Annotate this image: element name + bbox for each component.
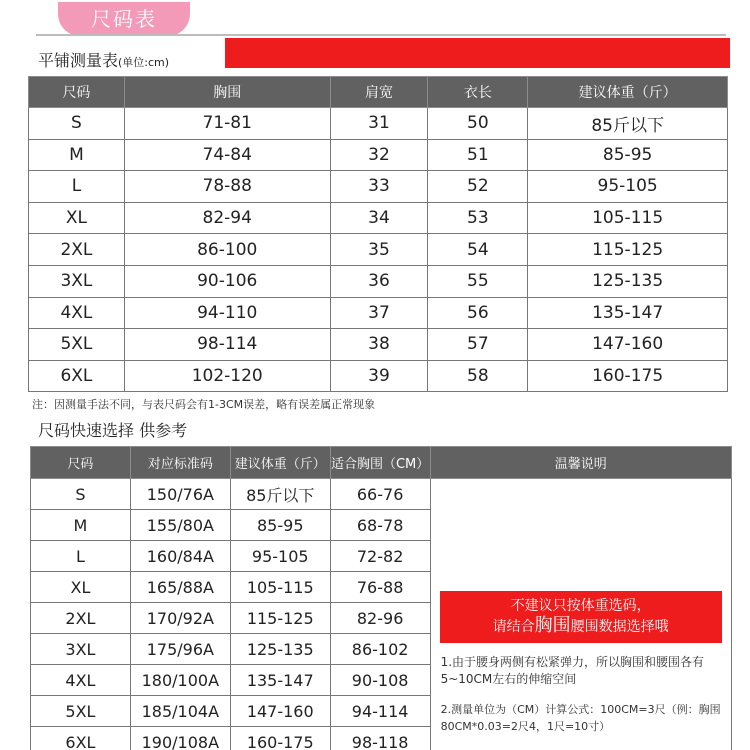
table-cell: 33 (330, 171, 428, 203)
table-cell: 5XL (29, 329, 125, 361)
header-size: 尺码 (31, 447, 131, 479)
table-cell: 85斤以下 (528, 108, 728, 140)
table-cell: L (29, 171, 125, 203)
table-cell: 68-78 (330, 510, 430, 541)
table-cell: M (29, 139, 125, 171)
table-cell: 71-81 (124, 108, 330, 140)
unit-label: (单位:cm) (118, 56, 170, 69)
header-shoulder: 肩宽 (330, 77, 428, 108)
table-row (29, 360, 728, 392)
quick-select-title: 尺码快速选择 供参考 (38, 421, 188, 440)
table-cell: 39 (330, 360, 428, 392)
header-weight: 建议体重（斤） (230, 447, 330, 479)
table-cell: 6XL (29, 360, 125, 392)
table-cell: 38 (330, 329, 428, 361)
table-cell: 86-100 (124, 234, 330, 266)
table-row (29, 297, 728, 329)
table-cell: 4XL (29, 297, 125, 329)
table-cell: 32 (330, 139, 428, 171)
measurement-note: 注：因测量手法不同，与表尺码会有1-3CM误差，略有误差属正常现象 (32, 398, 376, 411)
table-row (29, 171, 728, 203)
table-cell: 86-102 (330, 634, 430, 665)
size-chart-title-tab: 尺码表 (58, 2, 190, 36)
table-cell: 160-175 (528, 360, 728, 392)
flat-measurement-title (38, 48, 169, 71)
quick-select-table (30, 446, 732, 750)
table-cell: 147-160 (528, 329, 728, 361)
table-cell: 50 (428, 108, 528, 140)
warning-pre: 请结合 (492, 619, 535, 635)
table-cell: L (31, 541, 131, 572)
table-row (29, 202, 728, 234)
table-cell: 147-160 (230, 696, 330, 727)
tip-unit-formula: 2.测量单位为（CM）计算公式：100CM=3尺（例：胸围80CM*0.03=2尺4，1尺=10寸） (440, 703, 721, 733)
table-cell: 54 (428, 234, 528, 266)
table-cell: 160-175 (230, 727, 330, 750)
table-cell: 190/108A (130, 727, 230, 750)
table-cell: 165/88A (130, 572, 230, 603)
table-cell: S (29, 108, 125, 140)
table-cell: 160/84A (130, 541, 230, 572)
table-cell: 170/92A (130, 603, 230, 634)
header-standard-size: 对应标准码 (130, 447, 230, 479)
table-cell: 180/100A (130, 665, 230, 696)
table-row (29, 108, 728, 140)
table-cell: 102-120 (124, 360, 330, 392)
table-cell: 155/80A (130, 510, 230, 541)
table-cell: 2XL (31, 603, 131, 634)
warning-line-2 (440, 616, 722, 637)
table-cell: 98-118 (330, 727, 430, 750)
table-cell: 105-115 (230, 572, 330, 603)
table-cell: 2XL (29, 234, 125, 266)
table-cell: 90-108 (330, 665, 430, 696)
table-cell: 82-96 (330, 603, 430, 634)
warning-box (440, 591, 722, 643)
table-cell: 52 (428, 171, 528, 203)
table-cell: XL (31, 572, 131, 603)
table-cell: 72-82 (330, 541, 430, 572)
flat-measurement-title-text: 平铺测量表 (38, 51, 119, 70)
table-cell: 125-135 (528, 265, 728, 297)
table-cell: 36 (330, 265, 428, 297)
table-cell: 66-76 (330, 479, 430, 510)
header-chest: 适合胸围（CM） (330, 447, 430, 479)
warning-emphasis: 胸围 (534, 615, 571, 636)
table-cell: XL (29, 202, 125, 234)
table-cell: 98-114 (124, 329, 330, 361)
table-cell: 53 (428, 202, 528, 234)
top-divider (36, 34, 726, 36)
warning-post: 腰围数据选择哦 (570, 619, 669, 635)
table-cell: 115-125 (528, 234, 728, 266)
table-cell: S (31, 479, 131, 510)
table-cell: 150/76A (130, 479, 230, 510)
table-cell: 55 (428, 265, 528, 297)
table-cell: 115-125 (230, 603, 330, 634)
tips-cell (430, 479, 731, 750)
table-cell: 31 (330, 108, 428, 140)
table-cell: 185/104A (130, 696, 230, 727)
table-row (29, 329, 728, 361)
table-header-row (31, 447, 732, 479)
table-row (29, 234, 728, 266)
flat-measurement-table (28, 76, 728, 392)
table-cell: 105-115 (528, 202, 728, 234)
table-cell: 56 (428, 297, 528, 329)
table-cell: 94-110 (124, 297, 330, 329)
table-cell: 95-105 (230, 541, 330, 572)
table-row (31, 479, 732, 510)
tip-elastic: 1.由于腰身两侧有松紧弹力，所以胸围和腰围各有5~10CM左右的伸缩空间 (440, 655, 705, 686)
table-cell: 37 (330, 297, 428, 329)
table-cell: 6XL (31, 727, 131, 750)
table-cell: 175/96A (130, 634, 230, 665)
table-cell: 35 (330, 234, 428, 266)
warning-line-1: 不建议只按体重选码， (510, 598, 651, 614)
table-cell: 57 (428, 329, 528, 361)
header-length: 衣长 (428, 77, 528, 108)
table-cell: 135-147 (528, 297, 728, 329)
table-cell: 34 (330, 202, 428, 234)
table-cell: 82-94 (124, 202, 330, 234)
table-cell: 85斤以下 (230, 479, 330, 510)
table-cell: 4XL (31, 665, 131, 696)
header-weight: 建议体重（斤） (528, 77, 728, 108)
table-cell: 85-95 (528, 139, 728, 171)
header-size: 尺码 (29, 77, 125, 108)
header-tips: 温馨说明 (430, 447, 731, 479)
table-cell: 5XL (31, 696, 131, 727)
table-cell: 95-105 (528, 171, 728, 203)
table-row (29, 139, 728, 171)
header-chest: 胸围 (124, 77, 330, 108)
table-cell: 3XL (31, 634, 131, 665)
table-cell: 85-95 (230, 510, 330, 541)
table-header-row (29, 77, 728, 108)
table-row (29, 265, 728, 297)
table-cell: 90-106 (124, 265, 330, 297)
table-cell: 58 (428, 360, 528, 392)
table-cell: 78-88 (124, 171, 330, 203)
table-cell: 135-147 (230, 665, 330, 696)
red-banner (225, 38, 730, 68)
table-cell: 94-114 (330, 696, 430, 727)
table-cell: 3XL (29, 265, 125, 297)
table-cell: 74-84 (124, 139, 330, 171)
table-cell: 125-135 (230, 634, 330, 665)
table-cell: M (31, 510, 131, 541)
table-cell: 51 (428, 139, 528, 171)
table-cell: 76-88 (330, 572, 430, 603)
